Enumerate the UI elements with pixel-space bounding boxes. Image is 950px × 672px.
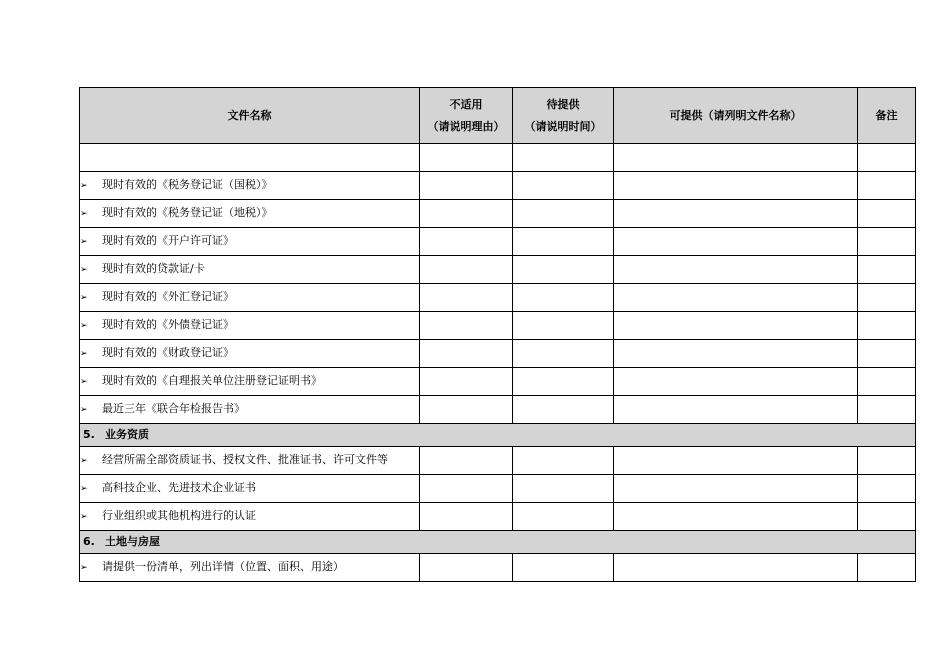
not-applicable-cell[interactable] [420, 554, 513, 582]
remarks-cell[interactable] [858, 144, 916, 172]
section-number: 6. [83, 535, 95, 548]
file-name-text: 行业组织或其他机构进行的认证 [102, 509, 256, 522]
file-name-cell [80, 554, 420, 582]
section-number: 5. [83, 428, 95, 441]
pending-cell[interactable] [513, 144, 614, 172]
document-checklist-table [79, 87, 916, 582]
available-cell[interactable] [614, 256, 858, 284]
table-row [80, 396, 916, 424]
not-applicable-cell[interactable] [420, 228, 513, 256]
pending-cell[interactable] [513, 228, 614, 256]
available-cell[interactable] [614, 172, 858, 200]
not-applicable-cell[interactable] [420, 475, 513, 503]
not-applicable-cell[interactable] [420, 447, 513, 475]
file-name-text: 请提供一份清单，列出详情（位置、面积、用途） [102, 560, 344, 573]
pending-cell[interactable] [513, 447, 614, 475]
file-name-cell [80, 340, 420, 368]
remarks-cell[interactable] [858, 368, 916, 396]
remarks-cell[interactable] [858, 312, 916, 340]
available-cell[interactable] [614, 200, 858, 228]
header-available: 可提供（请列明文件名称） [614, 88, 858, 144]
file-name-text: 高科技企业、先进技术企业证书 [102, 481, 256, 494]
file-name-text: 现时有效的《财政登记证》 [102, 346, 234, 359]
bullet-arrow-icon: ➢ [80, 484, 88, 494]
remarks-cell[interactable] [858, 200, 916, 228]
remarks-cell[interactable] [858, 396, 916, 424]
file-name-text: 现时有效的贷款证/卡 [102, 262, 205, 275]
not-applicable-cell[interactable] [420, 256, 513, 284]
header-pending-note: （请说明时间） [524, 119, 602, 133]
available-cell[interactable] [614, 284, 858, 312]
table-row [80, 312, 916, 340]
remarks-cell[interactable] [858, 340, 916, 368]
available-cell[interactable] [614, 475, 858, 503]
not-applicable-cell[interactable] [420, 368, 513, 396]
bullet-arrow-icon: ➢ [80, 377, 88, 387]
available-cell[interactable] [614, 396, 858, 424]
pending-cell[interactable] [513, 475, 614, 503]
file-name-cell [80, 172, 420, 200]
not-applicable-cell[interactable] [420, 284, 513, 312]
table-row [80, 554, 916, 582]
header-pending-title: 待提供 [546, 97, 580, 111]
table-row [80, 340, 916, 368]
not-applicable-cell[interactable] [420, 340, 513, 368]
section-heading [80, 531, 916, 554]
not-applicable-cell[interactable] [420, 503, 513, 531]
section-heading [80, 424, 916, 447]
not-applicable-cell[interactable] [420, 200, 513, 228]
bullet-arrow-icon: ➢ [80, 237, 88, 247]
bullet-arrow-icon: ➢ [80, 181, 88, 191]
section-title: 土地与房屋 [105, 535, 160, 548]
file-name-cell [80, 144, 420, 172]
bullet-arrow-icon: ➢ [80, 321, 88, 331]
bullet-arrow-icon: ➢ [80, 456, 88, 466]
not-applicable-cell[interactable] [420, 144, 513, 172]
pending-cell[interactable] [513, 396, 614, 424]
header-not-applicable-note: （请说明理由） [427, 119, 505, 133]
available-cell[interactable] [614, 447, 858, 475]
table-row [80, 503, 916, 531]
table-row [80, 256, 916, 284]
section-title: 业务资质 [105, 428, 149, 441]
bullet-arrow-icon: ➢ [80, 209, 88, 219]
bullet-arrow-icon: ➢ [80, 265, 88, 275]
file-name-text: 现时有效的《税务登记证（地税）》 [102, 206, 273, 219]
table-row [80, 368, 916, 396]
pending-cell[interactable] [513, 503, 614, 531]
pending-cell[interactable] [513, 200, 614, 228]
file-name-text: 现时有效的《税务登记证（国税）》 [102, 178, 273, 191]
file-name-text: 现时有效的《开户许可证》 [102, 234, 234, 247]
file-name-cell [80, 256, 420, 284]
pending-cell[interactable] [513, 172, 614, 200]
bullet-arrow-icon: ➢ [80, 405, 88, 415]
section-row [80, 531, 916, 554]
header-pending [513, 88, 614, 144]
header-remarks: 备注 [858, 88, 916, 144]
table-row [80, 200, 916, 228]
file-name-cell [80, 228, 420, 256]
table-row [80, 172, 916, 200]
file-name-cell [80, 503, 420, 531]
available-cell[interactable] [614, 503, 858, 531]
bullet-arrow-icon: ➢ [80, 349, 88, 359]
pending-cell[interactable] [513, 368, 614, 396]
file-name-cell [80, 475, 420, 503]
file-name-cell [80, 284, 420, 312]
remarks-cell[interactable] [858, 256, 916, 284]
available-cell[interactable] [614, 554, 858, 582]
available-cell[interactable] [614, 368, 858, 396]
remarks-cell[interactable] [858, 172, 916, 200]
section-row [80, 424, 916, 447]
bullet-arrow-icon: ➢ [80, 512, 88, 522]
not-applicable-cell[interactable] [420, 396, 513, 424]
remarks-cell[interactable] [858, 475, 916, 503]
file-name-cell [80, 312, 420, 340]
pending-cell[interactable] [513, 256, 614, 284]
header-not-applicable-title: 不适用 [449, 97, 483, 111]
remarks-cell[interactable] [858, 503, 916, 531]
available-cell[interactable] [614, 340, 858, 368]
header-file-name: 文件名称 [80, 88, 420, 144]
table-row [80, 284, 916, 312]
file-name-cell [80, 396, 420, 424]
header-row [80, 88, 916, 144]
file-name-cell [80, 200, 420, 228]
file-name-text: 现时有效的《外债登记证》 [102, 318, 234, 331]
pending-cell[interactable] [513, 284, 614, 312]
remarks-cell[interactable] [858, 447, 916, 475]
table-row [80, 475, 916, 503]
available-cell[interactable] [614, 144, 858, 172]
remarks-cell[interactable] [858, 284, 916, 312]
table-row [80, 447, 916, 475]
file-name-text: 现时有效的《外汇登记证》 [102, 290, 234, 303]
file-name-text: 现时有效的《自理报关单位注册登记证明书》 [102, 374, 322, 387]
available-cell[interactable] [614, 312, 858, 340]
not-applicable-cell[interactable] [420, 172, 513, 200]
pending-cell[interactable] [513, 340, 614, 368]
file-name-cell [80, 368, 420, 396]
bullet-arrow-icon: ➢ [80, 563, 88, 573]
pending-cell[interactable] [513, 554, 614, 582]
not-applicable-cell[interactable] [420, 312, 513, 340]
bullet-arrow-icon: ➢ [80, 293, 88, 303]
file-name-cell [80, 447, 420, 475]
file-name-text: 经营所需全部资质证书、授权文件、批准证书、许可文件等 [102, 453, 388, 466]
file-name-text: 最近三年《联合年检报告书》 [102, 402, 245, 415]
header-not-applicable [420, 88, 513, 144]
pending-cell[interactable] [513, 312, 614, 340]
table-row [80, 228, 916, 256]
remarks-cell[interactable] [858, 554, 916, 582]
remarks-cell[interactable] [858, 228, 916, 256]
available-cell[interactable] [614, 228, 858, 256]
table-row [80, 144, 916, 172]
